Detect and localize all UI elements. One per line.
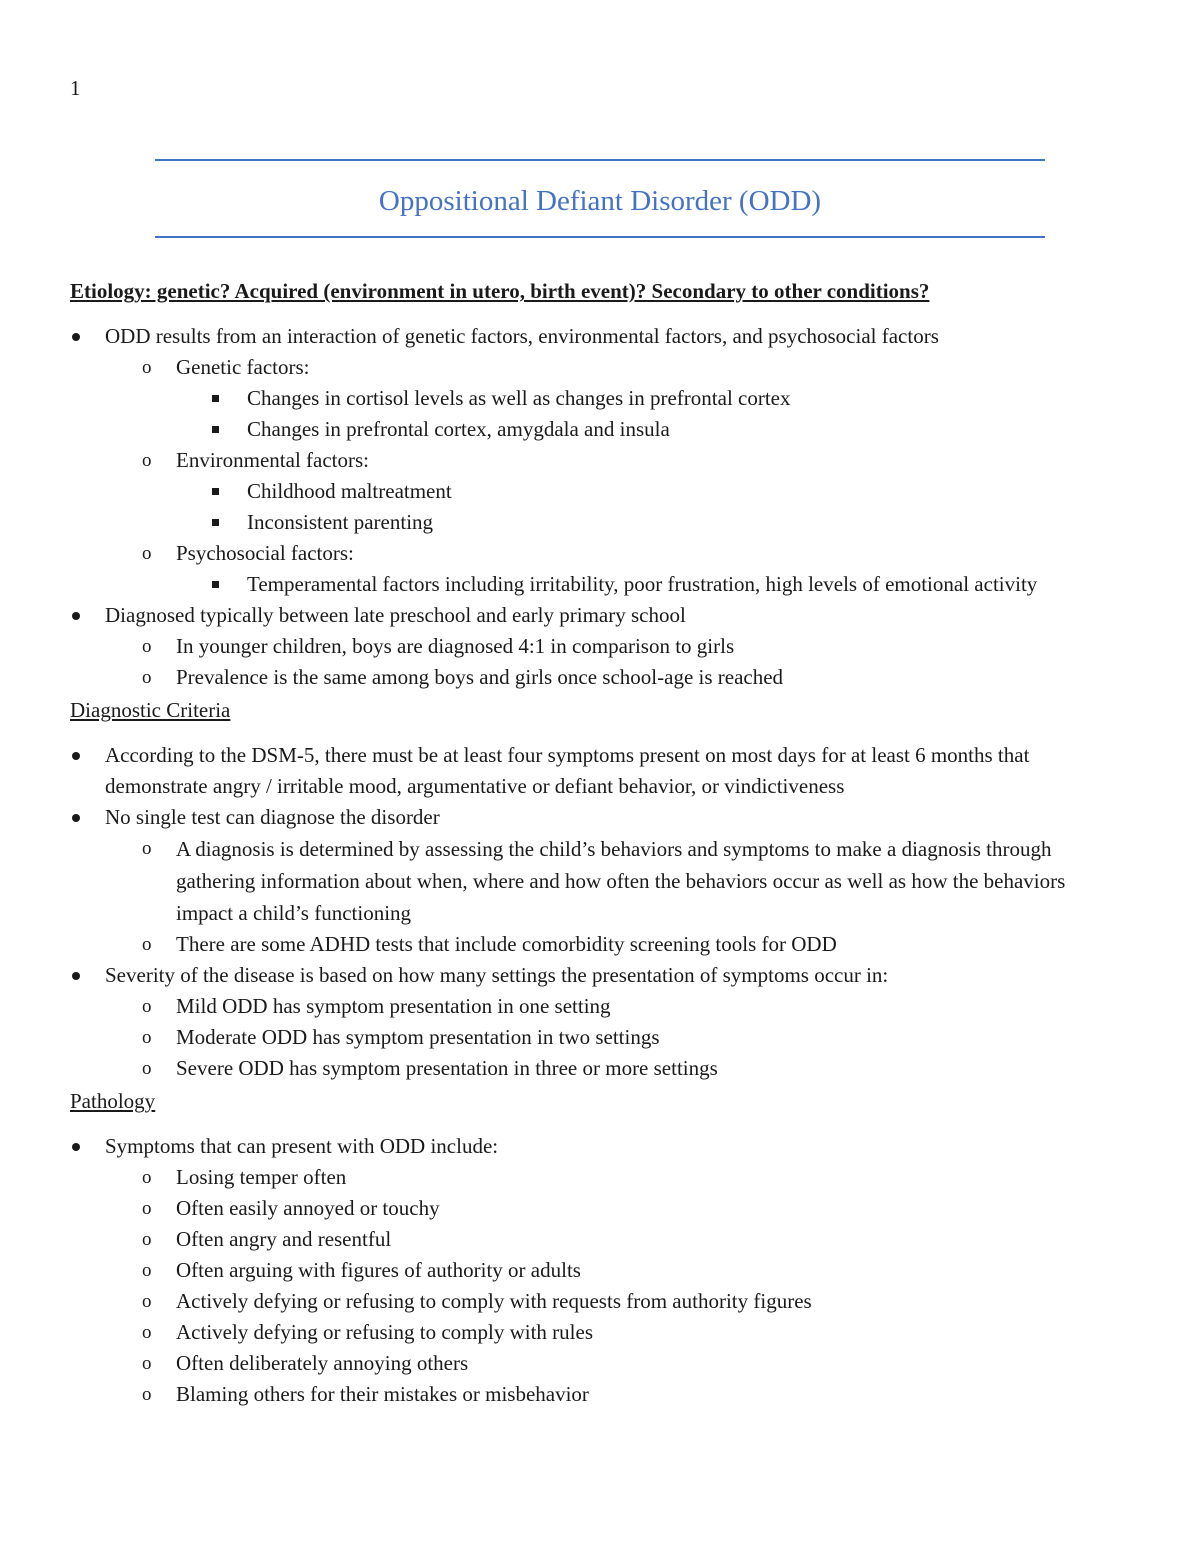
bullet-circle-icon: o (142, 1384, 152, 1405)
document-title: Oppositional Defiant Disorder (ODD) (378, 185, 822, 217)
list-item: o Often deliberately annoying others (70, 1348, 1140, 1379)
document-body (70, 276, 1140, 1410)
list-item: o Actively defying or refusing to comply with rules (70, 1317, 1140, 1348)
list-item: o Environmental factors: (70, 445, 1140, 476)
bullet-circle-icon: o (142, 1322, 152, 1343)
bullet-circle-icon: o (142, 934, 152, 955)
list-item: o Psychosocial factors: (70, 538, 1140, 569)
list-item: o Often arguing with figures of authority or adults (70, 1255, 1140, 1286)
bullet-circle-icon: o (142, 636, 152, 657)
bullet-circle-icon: o (142, 1027, 152, 1048)
bullet-circle-icon: o (142, 1291, 152, 1312)
list-item: o Actively defying or refusing to comply with requests from authority figures (70, 1286, 1140, 1317)
list-item: No single test can diagnose the disorder (70, 802, 1140, 833)
list-item: Changes in prefrontal cortex, amygdala and insula (70, 414, 1140, 445)
list-item: o Often angry and resentful (70, 1224, 1140, 1255)
bullet-circle-icon: o (142, 1353, 152, 1374)
list-item: o Severe ODD has symptom presentation in three or more settings (70, 1053, 1140, 1084)
page-number: 1 (70, 76, 81, 100)
bullet-circle-icon: o (142, 996, 152, 1017)
bullet-circle-icon: o (142, 1229, 152, 1250)
list-item: Diagnosed typically between late preschool and early primary school (70, 600, 1140, 631)
bullet-circle-icon: o (142, 838, 152, 859)
bullet-circle-icon: o (142, 1260, 152, 1281)
bullet-circle-icon: o (142, 667, 152, 688)
bullet-circle-icon: o (142, 1198, 152, 1219)
title-rule-top (155, 159, 1045, 161)
list-item: o Prevalence is the same among boys and girls once school-age is reached (70, 662, 1140, 693)
list-item: o Losing temper often (70, 1162, 1140, 1193)
list-item: ODD results from an interaction of genetic factors, environmental factors, and psychosocial factors (70, 321, 1140, 352)
list-item: Temperamental factors including irritability, poor frustration, high levels of emotional activity (70, 569, 1127, 600)
list-item: Severity of the disease is based on how many settings the presentation of symptoms occur in: (70, 960, 1140, 991)
list-item: According to the DSM-5, there must be at least four symptoms present on most days for at least 6 months that demonstrate angry / irritable mood, argumentative or defiant behavior, or vindictiveness (70, 740, 1105, 802)
bullet-circle-icon: o (142, 357, 152, 378)
list-item: o Moderate ODD has symptom presentation in two settings (70, 1022, 1140, 1053)
bullet-circle-icon: o (142, 1167, 152, 1188)
list-item: Changes in cortisol levels as well as changes in prefrontal cortex (70, 383, 1140, 414)
list-item: o Mild ODD has symptom presentation in one setting (70, 991, 1140, 1022)
list-item: o In younger children, boys are diagnosed 4:1 in comparison to girls (70, 631, 1140, 662)
etiology-heading: Etiology: genetic? Acquired (environment in utero, birth event)? Secondary to other conditions? (70, 279, 930, 303)
list-item: Childhood maltreatment (70, 476, 1140, 507)
bullet-circle-icon: o (142, 1058, 152, 1079)
list-item: o Genetic factors: (70, 352, 1140, 383)
list-item: Symptoms that can present with ODD include: (70, 1131, 1140, 1162)
list-item: o Blaming others for their mistakes or misbehavior (70, 1379, 1140, 1410)
list-item: o A diagnosis is determined by assessing the child’s behaviors and symptoms to make a diagnosis through gathering information about when, where and how often the behaviors occur as well as how the behaviors impact a child’s functioning (70, 833, 1126, 929)
bullet-circle-icon: o (142, 450, 152, 471)
title-rule-bottom (155, 236, 1045, 238)
pathology-heading: Pathology (70, 1089, 156, 1113)
bullet-circle-icon: o (142, 543, 152, 564)
list-item: Inconsistent parenting (70, 507, 1140, 538)
diagnostic-heading: Diagnostic Criteria (70, 698, 231, 722)
list-item: o Often easily annoyed or touchy (70, 1193, 1140, 1224)
list-item: o There are some ADHD tests that include comorbidity screening tools for ODD (70, 929, 1140, 960)
